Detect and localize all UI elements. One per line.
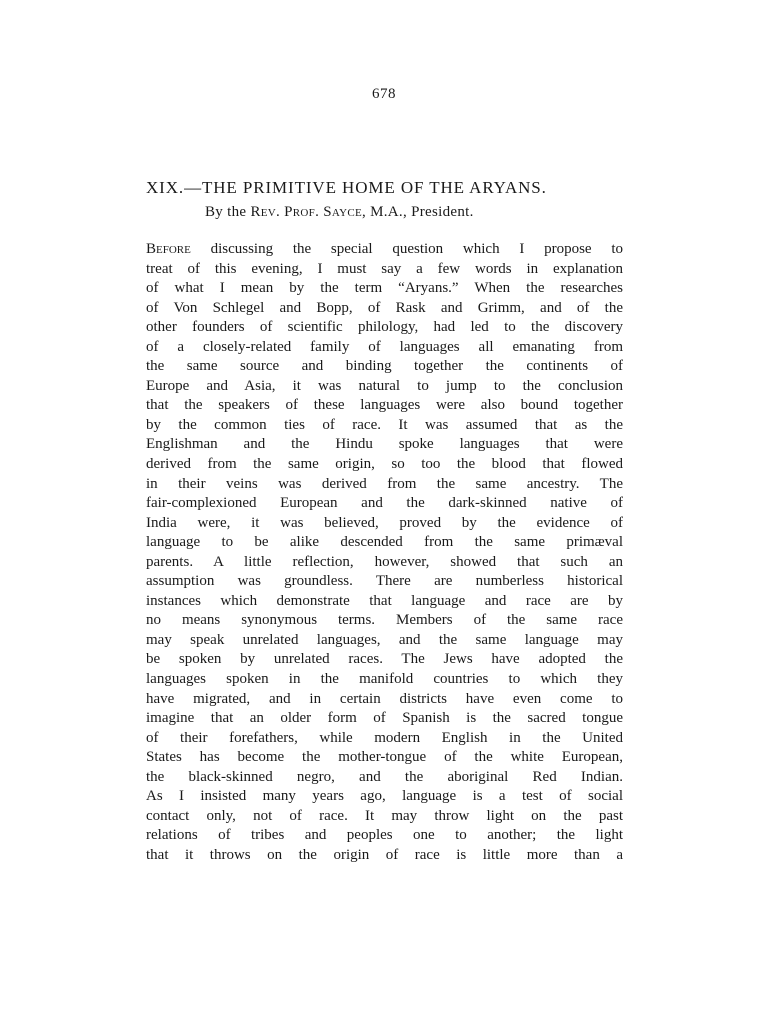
body-line: the black-skinned negro, and the aboriginal Red Indian. xyxy=(146,768,623,785)
byline-suffix: M.A., President. xyxy=(370,204,474,220)
body-line: treat of this evening, I must say a few words in explanation xyxy=(146,260,623,277)
body-line: contact only, not of race. It may throw light on the past xyxy=(146,807,623,824)
body-line: languages spoken in the manifold countries to which they xyxy=(146,671,623,688)
byline-author-name: Sayce, xyxy=(323,204,367,220)
body-line: instances which demonstrate that language and race are by xyxy=(146,592,623,609)
body-line: States has become the mother-tongue of the white European, xyxy=(146,749,623,766)
body-line: imagine that an older form of Spanish is the sacred tongue xyxy=(146,710,623,727)
body-line: of what I mean by the term “Aryans.” When the researches xyxy=(146,280,623,297)
body-line: have migrated, and in certain districts have even come to xyxy=(146,690,623,707)
body-line: Europe and Asia, it was natural to jump to the conclusion xyxy=(146,377,623,394)
body-paragraph xyxy=(146,240,623,866)
body-line: fair-complexioned European and the dark-skinned native of xyxy=(146,495,623,512)
body-line: of Von Schlegel and Bopp, of Rask and Grimm, and of the xyxy=(146,299,623,316)
opening-word: Before xyxy=(146,241,191,257)
body-line: other founders of scientific philology, had led to the discovery xyxy=(146,319,623,336)
byline-prefix: By the xyxy=(205,204,247,220)
body-line: derived from the same origin, so too the blood that flowed xyxy=(146,456,623,473)
body-line: relations of tribes and peoples one to another; the light xyxy=(146,827,623,844)
body-line: assumption was groundless. There are numberless historical xyxy=(146,573,623,590)
article-byline xyxy=(205,204,474,221)
body-line: no means synonymous terms. Members of the same race xyxy=(146,612,623,629)
body-line: be spoken by unrelated races. The Jews have adopted the xyxy=(146,651,623,668)
body-line: the same source and binding together the continents of xyxy=(146,358,623,375)
page-number: 678 xyxy=(372,86,396,102)
byline-title-rev: Rev. xyxy=(250,204,281,220)
body-line: of a closely-related family of languages all emanating from xyxy=(146,338,623,355)
body-line: As I insisted many years ago, language is a test of social xyxy=(146,788,623,805)
body-line: India were, it was believed, proved by the evidence of xyxy=(146,514,623,531)
body-line: may speak unrelated languages, and the same language may xyxy=(146,631,623,648)
body-line: language to be alike descended from the same primæval xyxy=(146,534,623,551)
body-line: Englishman and the Hindu spoke languages that were xyxy=(146,436,623,453)
byline-title-prof: Prof. xyxy=(284,204,320,220)
body-line: in their veins was derived from the same ancestry. The xyxy=(146,475,623,492)
body-line: that it throws on the origin of race is little more than a xyxy=(146,846,623,863)
body-line: by the common ties of race. It was assumed that as the xyxy=(146,416,623,433)
article-title: XIX.—THE PRIMITIVE HOME OF THE ARYANS. xyxy=(146,178,547,197)
body-line: that the speakers of these languages were also bound together xyxy=(146,397,623,414)
body-line: parents. A little reflection, however, showed that such an xyxy=(146,553,623,570)
body-line: Before discussing the special question which I propose to xyxy=(146,241,623,257)
body-line: of their forefathers, while modern English in the United xyxy=(146,729,623,746)
